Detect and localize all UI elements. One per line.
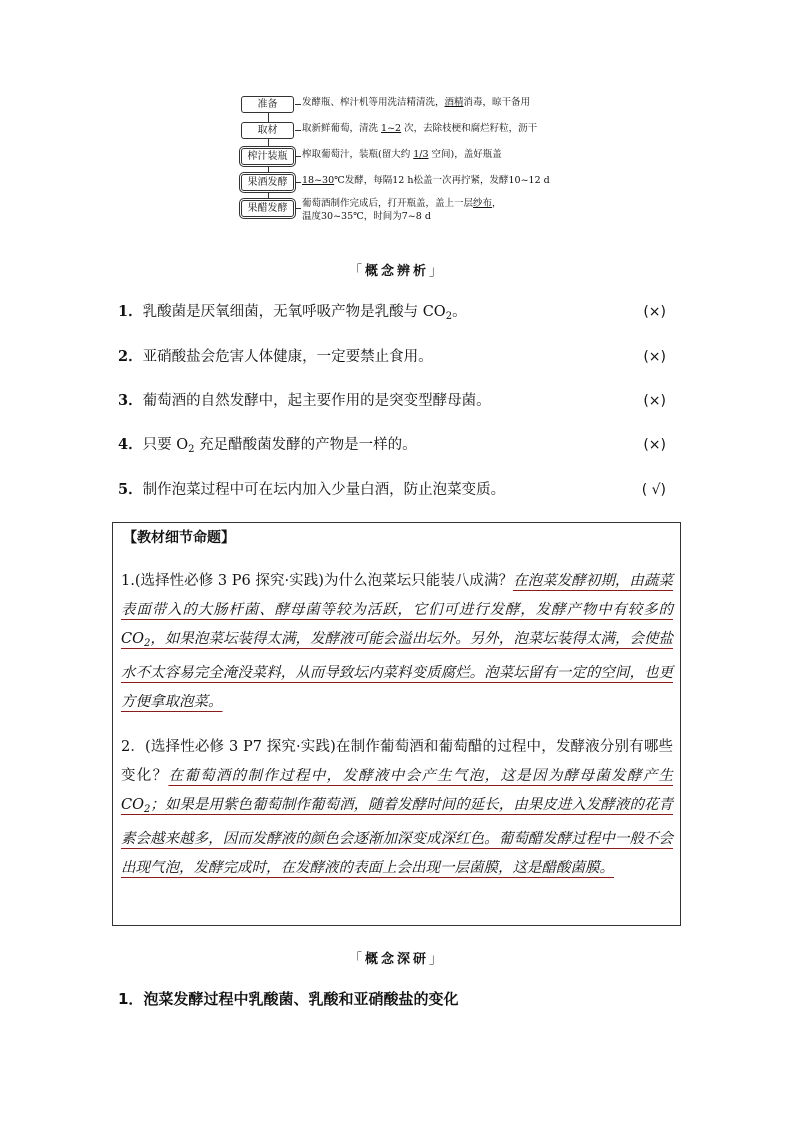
flow-step-text: 取新鲜葡萄，清洗 1~2 次，去除枝梗和腐烂籽粒，沥干 — [302, 123, 538, 134]
answer-part: 在葡萄酒的制作过程中，发酵液中会产生气泡，这是因为酵母菌发酵产生 CO — [121, 768, 674, 814]
item-number: 2． — [118, 348, 143, 365]
flow-step-wine — [241, 174, 550, 192]
bracket-open: 「 — [348, 264, 365, 279]
question-answer-1 — [121, 567, 673, 717]
item-number: 4． — [118, 436, 143, 453]
bracket-open: 「 — [348, 952, 365, 967]
item-text: 葡萄酒的自然发酵中，起主要作用的是突变型酵母菌。 — [142, 393, 491, 409]
flow-step-label: 果酒发酵 — [241, 174, 294, 191]
answer-part: ，如果泡菜坛装得太满，发酵液可能会溢出坛外。另外，泡菜坛装得太满，会使盐水不太容易完全淹没菜料，从而导致坛内菜料变质腐烂。泡菜坛留有一定的空间，也更方便拿取泡菜。 — [121, 631, 673, 710]
flow-step-text: 18~30℃发酵，每隔12 h松盖一次再拧紧，发酵10~12 d — [302, 175, 550, 186]
section-heading-concept-analysis — [0, 260, 794, 279]
item-text-end: 充足醋酸菌发酵的产物是一样的。 — [194, 437, 417, 453]
flow-underlined-term: 酒精 — [444, 97, 464, 108]
flow-step-label: 准备 — [241, 96, 294, 113]
flow-step-juice — [241, 148, 502, 166]
item-number: 1． — [118, 303, 143, 320]
flow-dash — [295, 130, 301, 131]
judgement-item — [118, 300, 666, 324]
subscript: 2 — [188, 444, 195, 455]
flow-step-vinegar — [241, 198, 502, 222]
item-number: 3． — [118, 392, 143, 409]
question-text: 2．(选择性必修 3 P7 探究·实践)在制作葡萄酒和葡萄醋的过程中，发酵液分别有哪些变化？ — [121, 739, 673, 785]
judgement-item — [118, 345, 666, 369]
item-text: 制作泡菜过程中可在坛内加入少量白酒，防止泡菜变质。 — [142, 482, 506, 498]
item-text: 只要 O — [142, 437, 189, 453]
flow-step-prepare — [241, 96, 530, 114]
answer-text — [121, 573, 673, 710]
section-title: 概念辨析 — [364, 264, 429, 279]
box-title: 【教材细节命题】 — [123, 530, 235, 546]
flow-dash — [295, 208, 301, 209]
question-text: 1.(选择性必修 3 P6 探究·实践)为什么泡菜坛只能装八成满？ — [121, 573, 514, 589]
flow-dash — [295, 156, 301, 157]
answer-text — [121, 768, 673, 876]
judgement-mark: (×) — [643, 393, 666, 409]
flow-step-label: 取材 — [241, 122, 294, 139]
fermentation-flow-diagram — [241, 92, 571, 232]
flow-step-label: 果醋发酵 — [241, 200, 294, 217]
item-text: 亚硝酸盐会危害人体健康，一定要禁止食用。 — [142, 349, 433, 365]
flow-underlined-term: 1~2 — [381, 123, 402, 134]
flow-step-text: 发酵瓶、榨汁机等用洗洁精清洗，酒精消毒，晾干备用 — [302, 97, 531, 108]
flow-dash — [295, 104, 301, 105]
subscript: 2 — [143, 638, 151, 650]
judgement-mark: (×) — [643, 437, 666, 453]
judgement-mark: ( √) — [641, 482, 666, 498]
sub-heading: 1．泡菜发酵过程中乳酸菌、乳酸和亚硝酸盐的变化 — [118, 990, 459, 1008]
flow-step-text: 葡萄酒制作完成后，打开瓶盖，盖上一层纱布， 温度30~35℃，时间为7~8 d — [302, 198, 502, 222]
subscript: 2 — [445, 311, 453, 322]
section-title: 概念深研 — [364, 952, 429, 967]
flow-underlined-term: 1/3 — [413, 149, 429, 160]
question-answer-2 — [121, 733, 673, 883]
item-text-end: 。 — [452, 304, 467, 320]
flow-step-text: 榨取葡萄汁，装瓶(留大约 1/3 空间)，盖好瓶盖 — [302, 149, 502, 160]
textbook-detail-box — [112, 522, 681, 926]
item-text: 乳酸菌是厌氧细菌，无氧呼吸产物是乳酸与 CO — [142, 304, 446, 320]
section-heading-concept-study — [0, 948, 794, 967]
flow-step-text-line2: 温度30~35℃，时间为7~8 d — [302, 211, 431, 222]
subscript: 2 — [143, 804, 151, 816]
flow-underlined-term: 纱布 — [473, 198, 493, 209]
judgement-item — [118, 433, 666, 457]
flow-underlined-term: 18~30 — [302, 175, 335, 186]
item-number: 5． — [118, 481, 143, 498]
answer-part: ；如果是用紫色葡萄制作葡萄酒，随着发酵时间的延长，由果皮进入发酵液的花青素会越来越多，因而发酵液的颜色会逐渐加深变成深红色。葡萄醋发酵过程中一般不会出现气泡，发酵完成时，在发酵液的表面上会出现一层菌膜，这是醋酸菌膜。 — [121, 797, 673, 876]
judgement-mark: (×) — [643, 304, 666, 320]
judgement-item — [118, 389, 666, 413]
flow-step-label: 榨汁装瓶 — [241, 148, 294, 165]
bracket-close: 」 — [429, 952, 446, 967]
answer-part: 在泡菜发酵初期，由蔬菜表面带入的大肠杆菌、酵母菌等较为活跃，它们可进行发酵，发酵产物中有较多的 CO — [121, 573, 673, 648]
flow-dash — [295, 182, 301, 183]
flow-step-material — [241, 122, 537, 140]
bracket-close: 」 — [429, 264, 446, 279]
judgement-mark: (×) — [643, 349, 666, 365]
judgement-item — [118, 478, 666, 502]
